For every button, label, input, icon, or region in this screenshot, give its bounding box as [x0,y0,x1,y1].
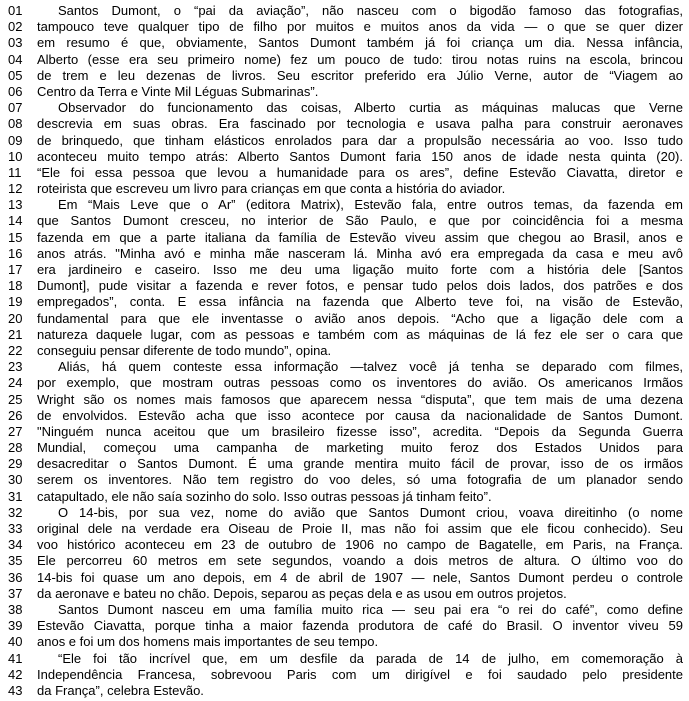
line-text: anos atrás. "Minha avó e minha mãe nasceram lá. Minha avó era empregada da casa e meu avô [37,245,683,261]
line-text: da França”, celebra Estevão. [37,682,204,698]
line-text: Dumont], pude visitar a fazenda e rever fotos, e pensar tudo pelos dois lados, dos patrões e dos [37,278,683,294]
text-line [8,197,683,213]
text-line [8,262,683,278]
line-text: "Ninguém nunca aceitou que um brasileiro fizesse isso”, acredita. “Depois da Segunda Guerra [37,423,683,439]
text-line [8,505,683,521]
line-text: roteirista que escreveu um livro para crianças em que conta a história do aviador. [37,181,506,197]
line-text: Centro da Terra e Vinte Mil Léguas Submarinas”. [37,83,319,99]
line-text: descrevia em suas obras. Era fascinado por tecnologia e usava palha para construir aeronaves [37,116,683,132]
line-text: Aliás, há quem conteste essa informação —talvez você já tenha se deparado com filmes, [58,359,683,375]
line-number: 36 [8,569,23,585]
line-number: 02 [8,19,23,35]
text-line [8,149,683,165]
line-number: 38 [8,601,23,617]
line-number: 26 [8,407,23,423]
text-line [8,553,683,569]
line-text: aconteceu muito tempo atrás: Alberto Santos Dumont faria 150 anos de idade nesta quinta (20). [37,148,683,164]
line-number: 42 [8,666,23,682]
line-text: por exemplo, que mostram outras pessoas como os inventores do avião. Os americanos Irmãos [37,375,683,391]
line-number: 08 [8,116,23,132]
line-number: 03 [8,35,23,51]
text-line [8,213,683,229]
line-number: 21 [8,326,23,342]
line-number: 29 [8,456,23,472]
line-number: 19 [8,294,23,310]
line-text: fundamental para que ele inventasse o avião anos depois. “Acho que a ligação dele com a [37,310,683,326]
text-line [8,311,683,327]
text-line [8,472,683,488]
line-text: da aeronave e bateu no chão. Depois, separou as peças dela e as usou em outros projetos. [37,585,567,601]
line-text: catapultado, ele não saía sozinho do solo. Isso outras pessoas já tinham feito”. [37,488,492,504]
line-number: 12 [8,181,23,197]
line-number: 33 [8,521,23,536]
text-line [8,343,683,359]
line-number: 27 [8,423,23,439]
line-text: Mundial, começou uma campanha de marketing muito feroz dos Estados Unidos para [37,440,683,456]
text-line [8,489,683,505]
line-text: Santos Dumont nasceu em uma família muito rica — seu pai era “o rei do café”, como define [58,601,683,617]
line-number: 39 [8,618,23,634]
line-text: “Ele foi essa pessoa que levou a humanidade para os ares”, define Estevão Ciavatta, diretor e [37,164,683,180]
line-text: tampouco teve qualquer tipo de filho por muitos e muitos anos da vida — o que se quer dizer [37,19,683,35]
line-text: Observador do funcionamento das coisas, Alberto curtia as máquinas malucas que Verne [58,100,683,116]
text-line [8,683,683,699]
text-line [8,19,683,35]
text-line [8,521,683,537]
line-number: 17 [8,262,23,277]
line-number: 32 [8,504,23,520]
text-lines [8,3,683,699]
line-text: era jardineiro e caseiro. Isso me deu uma ligação muito forte com a história dele [Santos [37,262,683,277]
text-line [8,35,683,51]
line-text: 14-bis foi quase um ano depois, em 4 de abril de 1907 — nele, Santos Dumont perdeu o controle [37,569,683,585]
text-line [8,667,683,683]
line-text: fazenda em que a parte italiana da família de Estevão viveu assim que chegou ao Brasil, anos e [37,229,683,245]
text-line [8,181,683,197]
line-number: 13 [8,197,23,213]
text-line [8,602,683,618]
text-line [8,116,683,132]
line-number: 05 [8,67,23,83]
line-number: 23 [8,359,23,375]
line-text: anos e foi um dos homens mais importantes de seu tempo. [37,634,379,650]
text-line [8,359,683,375]
line-number: 25 [8,391,23,407]
line-number: 10 [8,148,23,164]
line-text: voo histórico aconteceu em 23 de outubro de 1906 no campo de Bagatelle, em Paris, na França. [37,537,683,553]
text-line [8,586,683,602]
line-number: 09 [8,132,23,148]
line-text: desacreditar o Santos Dumont. É uma grande mentira muito fácil de provar, isso de os irmãos [37,456,683,472]
text-line [8,3,683,19]
line-number: 43 [8,682,23,698]
text-line [8,440,683,456]
line-number: 28 [8,440,23,456]
text-line [8,68,683,84]
line-text: natureza daquele lugar, com as pessoas e também com as máquinas de lá fez ele ser o cara que [37,326,683,342]
text-line [8,246,683,262]
line-text: conseguiu pensar diferente de todo mundo”, opina. [37,342,332,358]
line-text: “Ele foi tão incrível que, em um desfile da parada de 14 de julho, em comemoração à [58,650,683,666]
line-text: O 14-bis, por sua vez, nome do avião que Santos Dumont criou, voava direitinho (o nome [58,504,683,520]
line-text: Em “Mais Leve que o Ar” (editora Matrix), Estevão fala, entre outros temas, da fazenda em [58,197,683,213]
text-line [8,278,683,294]
line-number: 37 [8,585,23,601]
line-number: 30 [8,472,23,488]
text-line [8,618,683,634]
line-text: de envolvidos. Estevão acha que isso acontece por causa da nacionalidade de Santos Dumont. [37,407,683,423]
line-text: que Santos Dumont cresceu, no interior de São Paulo, e que por coincidência foi a mesma [37,213,683,229]
text-line [8,52,683,68]
line-number: 31 [8,488,23,504]
text-line [8,392,683,408]
line-number: 04 [8,51,23,67]
line-number: 14 [8,213,23,229]
line-number: 15 [8,229,23,245]
text-line [8,537,683,553]
line-text: de trem e leu dezenas de livros. Seu escritor preferido era Júlio Verne, autor de “Viagem ao [37,67,683,83]
line-text: Ele percorreu 60 metros em sete segundos, voando a dois metros de altura. O último voo do [37,553,683,569]
text-line [8,100,683,116]
text-line [8,327,683,343]
line-number: 40 [8,634,23,650]
line-text: serem os inventores. Não tem registro do voo deles, só uma fotografia de um planador sendo [37,472,683,488]
line-number: 06 [8,83,23,99]
text-line [8,456,683,472]
text-line [8,408,683,424]
text-line [8,570,683,586]
line-text: original dele na verdade era Oiseau de Proie II, mas não foi assim que ele ficou conhecido). Seu [37,521,683,536]
line-text: Wright são os nomes mais famosos que aparecem nessa “disputa”, que tem mais de uma dezena [37,391,683,407]
line-number: 16 [8,245,23,261]
line-number: 01 [8,3,23,18]
line-number: 18 [8,278,23,294]
line-text: Santos Dumont, o “pai da aviação”, não nasceu com o bigodão famoso das fotografias, [58,3,683,18]
line-text: Estevão Ciavatta, porque tinha a maior fazenda produtora de café do Brasil. O inventor viveu 59 [37,618,683,634]
text-line [8,294,683,310]
text-line [8,651,683,667]
line-number: 20 [8,310,23,326]
line-text: em resumo é que, obviamente, Santos Dumont também já foi criança um dia. Nessa infância, [37,35,683,51]
line-text: de brinquedo, que tinham elásticos enrolados para dar a propulsão necessária ao voo. Isso tudo [37,132,683,148]
text-line [8,634,683,650]
line-number: 22 [8,342,23,358]
text-line [8,133,683,149]
text-line [8,230,683,246]
line-number: 11 [8,164,22,180]
text-line [8,165,683,181]
text-line [8,424,683,440]
text-line [8,375,683,391]
line-text: empregados”, conta. E essa infância na fazenda que Alberto teve foi, na visão de Estevão, [37,294,683,310]
line-number: 34 [8,537,23,553]
line-number: 35 [8,553,23,569]
line-number: 41 [8,650,23,666]
line-number: 07 [8,100,23,116]
line-number: 24 [8,375,23,391]
text-line [8,84,683,100]
line-text: Independência Francesa, sobrevoou Paris com um dirigível e foi saudado pelo presidente [37,666,683,682]
line-text: Alberto (esse era seu primeiro nome) fez um pouco de tudo: tirou notas ruins na escola, brincou [37,51,683,67]
